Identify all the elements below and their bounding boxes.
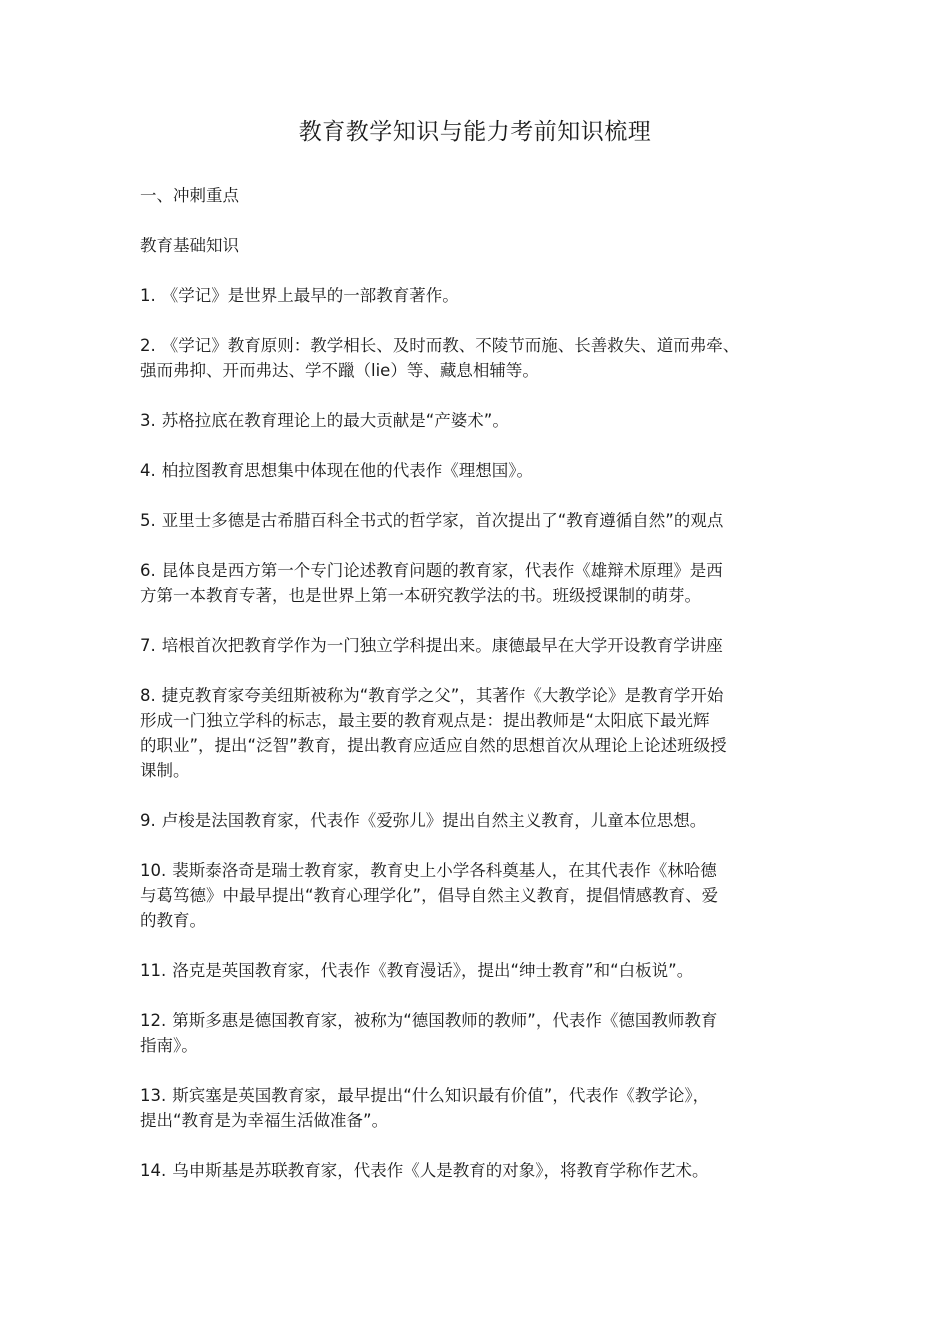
list-item-text: 洛克是英国教育家，代表作《教育漫话》，提出“绅士教育”和“白板说”。 — [172, 961, 694, 980]
list-item-text: 的教育。 — [140, 911, 206, 930]
list-item — [140, 858, 840, 933]
list-item-line — [140, 1158, 840, 1183]
list-item-text: 与葛笃德》中最早提出“教育心理学化”，倡导自然主义教育，提倡情感教育、爱 — [140, 886, 719, 905]
list-item — [140, 558, 840, 608]
list-item-text: 指南》。 — [140, 1036, 198, 1055]
list-item-number: 5. — [140, 511, 156, 530]
list-item — [140, 808, 840, 833]
list-item-line — [140, 1033, 840, 1058]
list-item-number: 11. — [140, 961, 167, 980]
document-body — [140, 183, 840, 1208]
list-item-line — [140, 683, 840, 708]
list-item-line — [140, 1008, 840, 1033]
list-item-text: 培根首次把教育学作为一门独立学科提出来。康德最早在大学开设教育学讲座 — [161, 636, 723, 655]
list-item-line — [140, 458, 840, 483]
list-item-number: 4. — [140, 461, 156, 480]
list-item-text: 卢梭是法国教育家，代表作《爱弥儿》提出自然主义教育，儿童本位思想。 — [161, 811, 707, 830]
list-item-number: 2. — [140, 336, 156, 355]
list-item-text: 课制。 — [140, 761, 190, 780]
list-item — [140, 1158, 840, 1183]
list-item-text: 《学记》教育原则：教学相长、及时而教、不陵节而施、长善救失、道而弗牵、 — [161, 336, 740, 355]
list-item-line — [140, 1108, 840, 1133]
list-item-number: 10. — [140, 861, 167, 880]
list-item-line — [140, 908, 840, 933]
list-item-line — [140, 858, 840, 883]
list-item-line — [140, 708, 840, 733]
list-item-line — [140, 333, 840, 358]
list-item-text: 形成一门独立学科的标志，最主要的教育观点是：提出教师是“太阳底下最光辉 — [140, 711, 710, 730]
list-item-number: 8. — [140, 686, 156, 705]
list-item-line — [140, 758, 840, 783]
list-item-line — [140, 558, 840, 583]
list-item-number: 3. — [140, 411, 156, 430]
list-item — [140, 408, 840, 433]
list-item-number: 7. — [140, 636, 156, 655]
list-item-line — [140, 808, 840, 833]
list-item — [140, 633, 840, 658]
list-item-text: 柏拉图教育思想集中体现在他的代表作《理想国》。 — [161, 461, 533, 480]
list-item-text: 裴斯泰洛奇是瑞士教育家，教育史上小学各科奠基人，在其代表作《林哈德 — [172, 861, 717, 880]
list-item-line — [140, 283, 840, 308]
list-item-line — [140, 883, 840, 908]
list-item-line — [140, 358, 840, 383]
list-item-number: 14. — [140, 1161, 167, 1180]
list-item — [140, 333, 840, 383]
list-item-text: 斯宾塞是英国教育家，最早提出“什么知识最有价值”，代表作《教学论》， — [172, 1086, 710, 1105]
list-item-text: 乌申斯基是苏联教育家，代表作《人是教育的对象》，将教育学称作艺术。 — [172, 1161, 709, 1180]
list-item — [140, 283, 840, 308]
list-item — [140, 508, 840, 533]
list-item-line — [140, 508, 840, 533]
list-item-line — [140, 733, 840, 758]
list-item-text: 提出“教育是为幸福生活做准备”。 — [140, 1111, 389, 1130]
list-item — [140, 1008, 840, 1058]
list-item-number: 1. — [140, 286, 156, 305]
list-item-number: 12. — [140, 1011, 167, 1030]
list-item-text: 强而弗抑、开而弗达、学不躐（lie）等、藏息相辅等。 — [140, 361, 539, 380]
subsection-heading: 教育基础知识 — [140, 236, 239, 255]
list-item-text: 的职业”，提出“泛智”教育，提出教育应适应自然的思想首次从理论上论述班级授 — [140, 736, 727, 755]
list-item-text: 亚里士多德是古希腊百科全书式的哲学家，首次提出了“教育遵循自然”的观点 — [161, 511, 724, 530]
document-title: 教育教学知识与能力考前知识梳理 — [298, 119, 652, 145]
list-item-text: 苏格拉底在教育理论上的最大贡献是“产婆术”。 — [161, 411, 509, 430]
list-item-line — [140, 583, 840, 608]
list-item-text: 方第一本教育专著，也是世界上第一本研究教学法的书。班级授课制的萌芽。 — [140, 586, 701, 605]
list-item-number: 6. — [140, 561, 156, 580]
list-item-line — [140, 633, 840, 658]
list-item-text: 昆体良是西方第一个专门论述教育问题的教育家，代表作《雄辩术原理》是西 — [161, 561, 723, 580]
list-item-line — [140, 958, 840, 983]
list-item — [140, 683, 840, 783]
numbered-list — [140, 283, 840, 1183]
list-item-number: 9. — [140, 811, 156, 830]
list-item — [140, 958, 840, 983]
list-item-text: 捷克教育家夸美纽斯被称为“教育学之父”，其著作《大教学论》是教育学开始 — [161, 686, 724, 705]
list-item-line — [140, 1083, 840, 1108]
list-item-line — [140, 408, 840, 433]
list-item — [140, 458, 840, 483]
section-heading: 一、冲刺重点 — [140, 186, 239, 205]
list-item — [140, 1083, 840, 1133]
list-item-text: 《学记》是世界上最早的一部教育著作。 — [161, 286, 459, 305]
list-item-number: 13. — [140, 1086, 167, 1105]
list-item-text: 第斯多惠是德国教育家，被称为“德国教师的教师”，代表作《德国教师教育 — [172, 1011, 718, 1030]
